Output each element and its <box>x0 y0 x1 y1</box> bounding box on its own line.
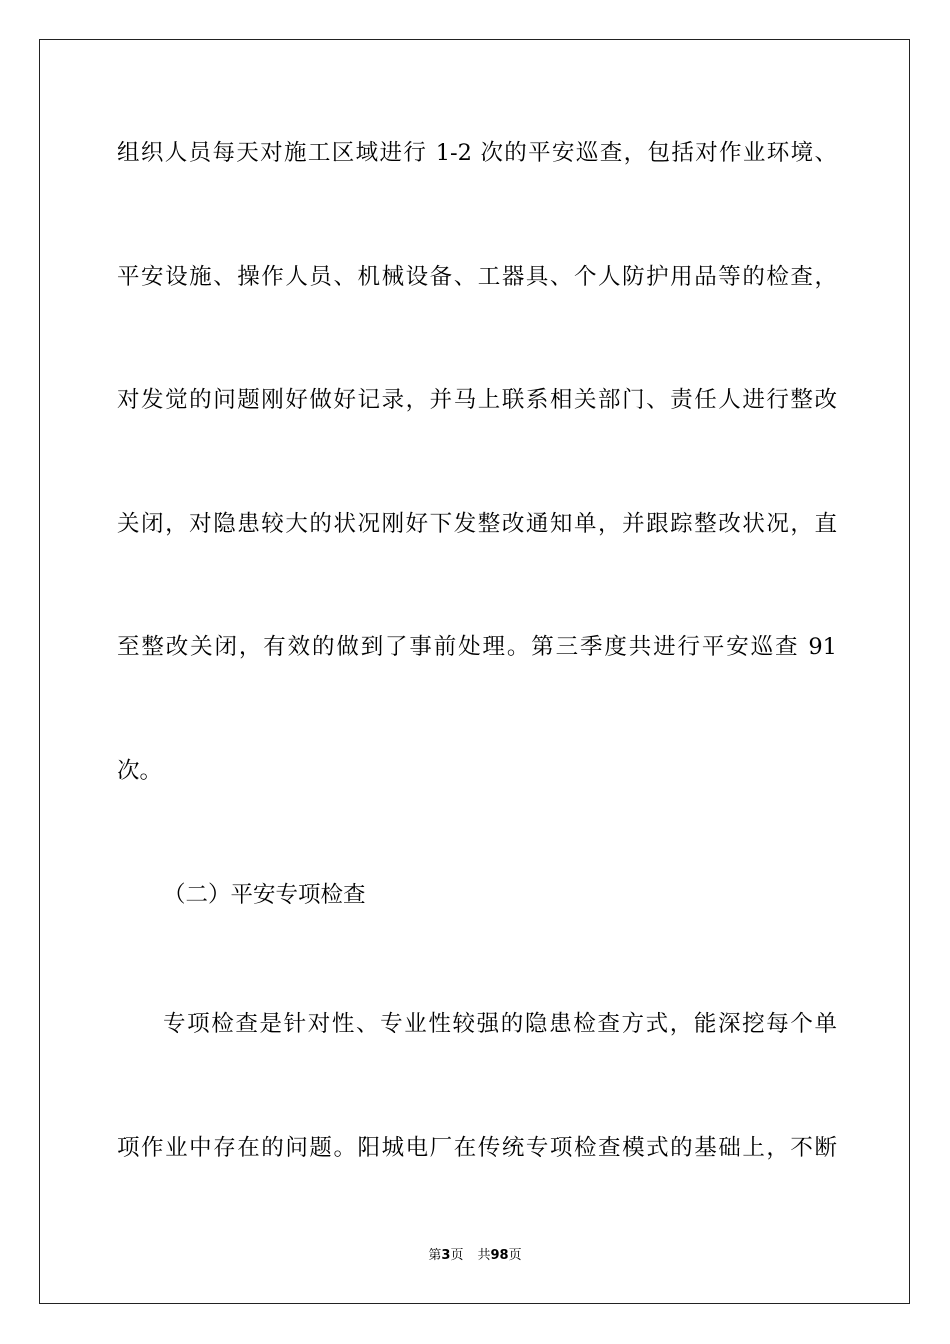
page-suffix: 页 <box>450 1248 464 1263</box>
page-prefix: 第 <box>428 1248 442 1263</box>
page-number: 3 <box>441 1248 451 1263</box>
text-line: 专项检查是针对性、专业性较强的隐患检查方式，能深挖每个单 <box>163 1011 837 1037</box>
total-suffix: 页 <box>508 1248 522 1263</box>
text-line: 对发觉的问题刚好做好记录，并马上联系相关部门、责任人进行整改 <box>117 387 837 413</box>
text-line: 项作业中存在的问题。阳城电厂在传统专项检查模式的基础上，不断 <box>117 1135 837 1161</box>
text-line: 次。 <box>117 758 163 784</box>
text-line: 平安设施、操作人员、机械设备、工器具、个人防护用品等的检查， <box>117 264 837 290</box>
page-footer <box>0 1247 950 1265</box>
text-line: 组织人员每天对施工区域进行 1-2 次的平安巡查，包括对作业环境、 <box>117 140 837 166</box>
page-border <box>39 39 910 1304</box>
total-prefix: 共 <box>477 1248 491 1263</box>
section-heading: （二）平安专项检查 <box>163 882 366 908</box>
total-pages: 98 <box>490 1248 509 1263</box>
text-line: 至整改关闭，有效的做到了事前处理。第三季度共进行平安巡查 91 <box>117 634 837 660</box>
text-line: 关闭，对隐患较大的状况刚好下发整改通知单，并跟踪整改状况，直 <box>117 511 837 537</box>
